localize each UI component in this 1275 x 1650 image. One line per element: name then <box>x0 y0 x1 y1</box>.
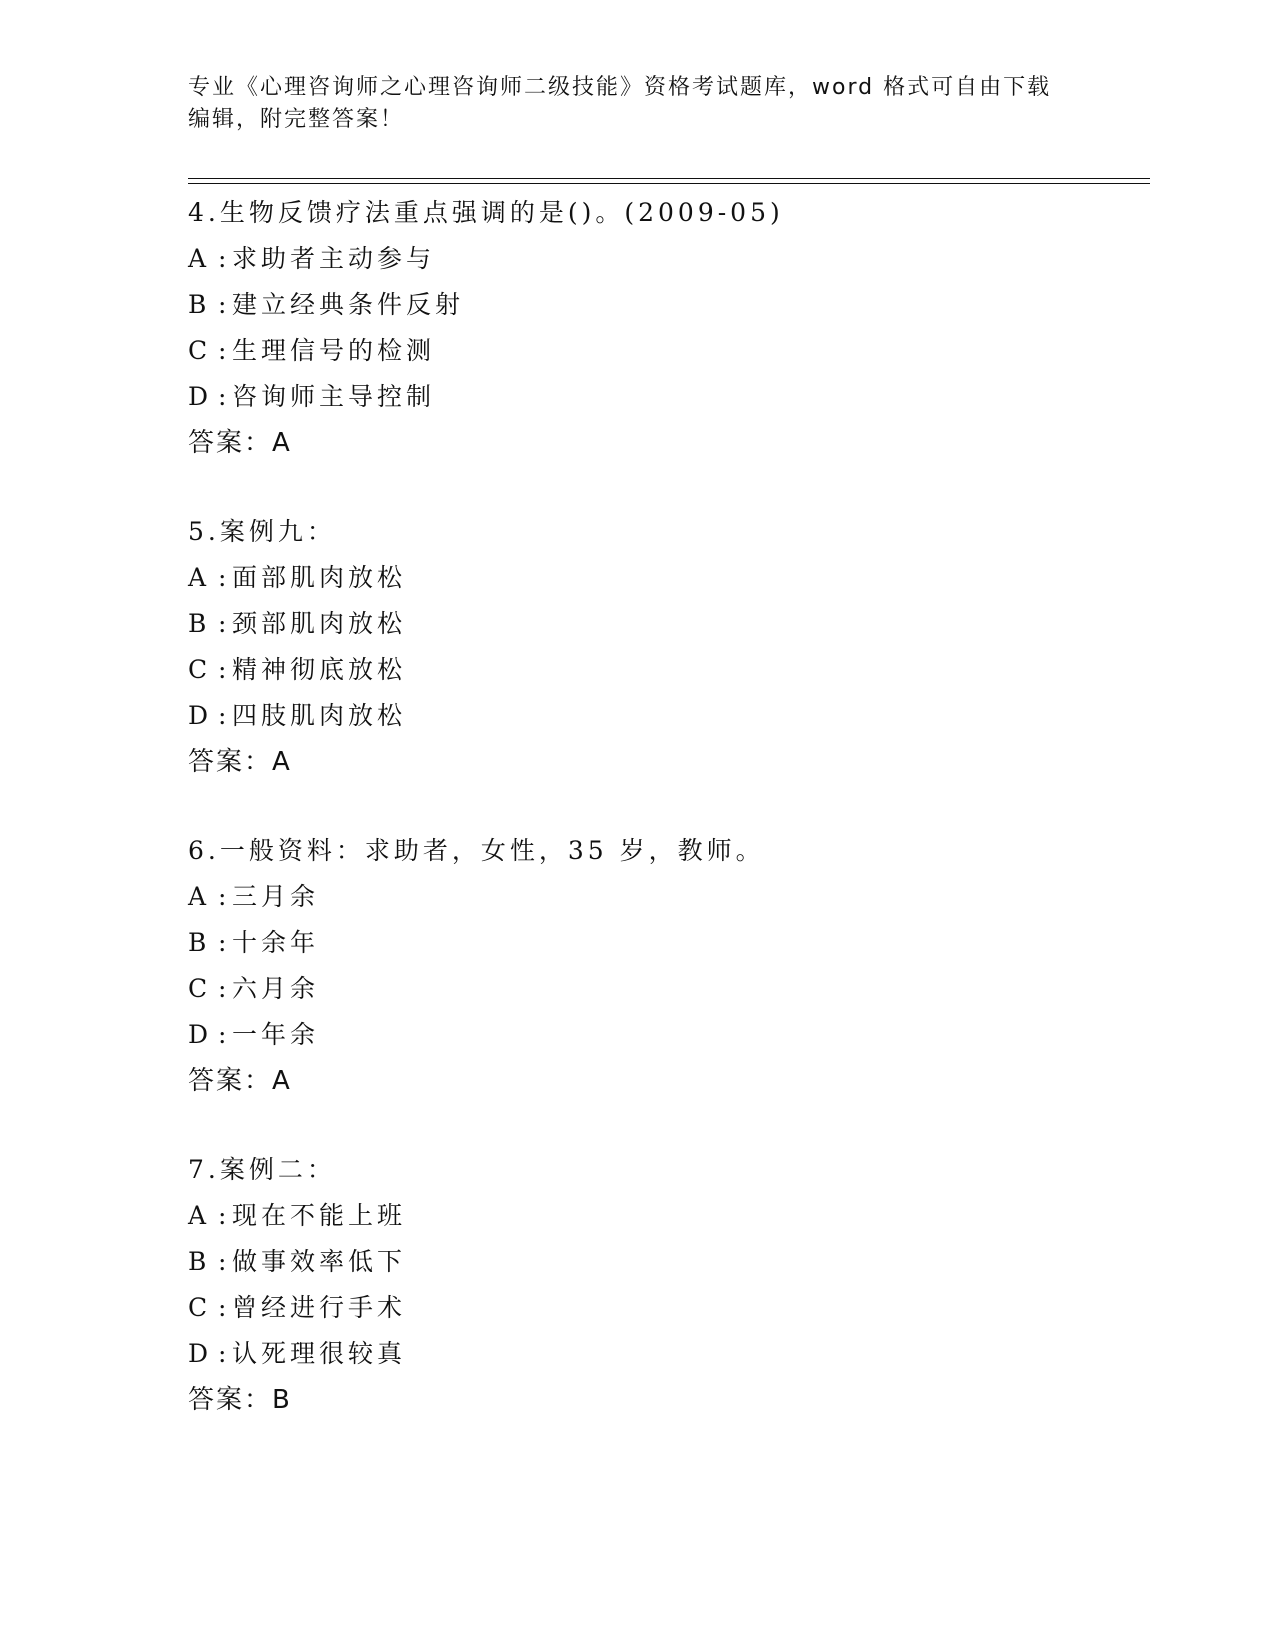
header-divider-top <box>188 178 1150 179</box>
option-d <box>188 1012 1148 1058</box>
option-letter: D <box>188 1339 209 1368</box>
option-separator: : <box>218 1020 227 1049</box>
answer-line <box>188 739 1148 785</box>
option-letter: A <box>188 244 207 273</box>
option-separator: : <box>218 609 227 638</box>
option-letter: A <box>188 563 207 592</box>
question-title: 4.生物反馈疗法重点强调的是()。(2009-05) <box>188 198 784 227</box>
question-4 <box>188 190 1148 466</box>
header-divider-bottom <box>188 183 1150 184</box>
option-separator: : <box>218 701 227 730</box>
option-letter: B <box>188 609 207 638</box>
option-d <box>188 693 1148 739</box>
option-text: 一年余 <box>232 1020 320 1049</box>
option-text: 咨询师主导控制 <box>232 382 436 411</box>
option-separator: : <box>218 382 227 411</box>
option-separator: : <box>218 974 227 1003</box>
option-text: 曾经进行手术 <box>232 1293 407 1322</box>
answer-line <box>188 1377 1148 1423</box>
question-title: 7.案例二： <box>188 1155 336 1184</box>
option-letter: D <box>188 1020 209 1049</box>
option-separator: : <box>218 244 227 273</box>
option-text: 建立经典条件反射 <box>232 290 465 319</box>
option-c <box>188 1285 1148 1331</box>
option-letter: C <box>188 336 208 365</box>
option-a <box>188 1193 1148 1239</box>
option-b <box>188 282 1148 328</box>
option-c <box>188 966 1148 1012</box>
option-text: 精神彻底放松 <box>232 655 407 684</box>
question-title: 6.一般资料：求助者，女性，35 岁，教师。 <box>188 836 765 865</box>
option-letter: D <box>188 382 209 411</box>
option-letter: A <box>188 1201 207 1230</box>
option-d <box>188 374 1148 420</box>
question-7 <box>188 1147 1148 1423</box>
option-letter: B <box>188 290 207 319</box>
option-text: 求助者主动参与 <box>232 244 436 273</box>
option-text: 生理信号的检测 <box>232 336 436 365</box>
option-text: 三月余 <box>232 882 320 911</box>
question-6 <box>188 828 1148 1104</box>
answer-line <box>188 1058 1148 1104</box>
option-separator: : <box>218 290 227 319</box>
option-separator: : <box>218 1293 227 1322</box>
document-header <box>188 72 1068 136</box>
option-letter: C <box>188 1293 208 1322</box>
option-text: 认死理很较真 <box>232 1339 407 1368</box>
answer-label: 答案： <box>188 1385 273 1415</box>
option-separator: : <box>218 1247 227 1276</box>
answer-label: 答案： <box>188 1066 273 1096</box>
option-a <box>188 874 1148 920</box>
answer-value: A <box>272 747 292 777</box>
answer-label: 答案： <box>188 747 273 777</box>
header-line-2: 编辑，附完整答案！ <box>188 107 405 132</box>
header-line-1: 专业《心理咨询师之心理咨询师二级技能》资格考试题库，word 格式可自由下载 <box>188 75 1052 100</box>
option-a <box>188 555 1148 601</box>
answer-value: B <box>272 1385 292 1415</box>
option-separator: : <box>218 336 227 365</box>
option-separator: : <box>218 563 227 592</box>
option-d <box>188 1331 1148 1377</box>
option-b <box>188 601 1148 647</box>
option-separator: : <box>218 928 227 957</box>
answer-value: A <box>272 428 292 458</box>
option-text: 现在不能上班 <box>232 1201 407 1230</box>
option-separator: : <box>218 882 227 911</box>
answer-line <box>188 420 1148 466</box>
option-b <box>188 1239 1148 1285</box>
question-title: 5.案例九： <box>188 517 336 546</box>
option-letter: B <box>188 928 207 957</box>
option-text: 六月余 <box>232 974 320 1003</box>
option-text: 十余年 <box>232 928 320 957</box>
option-separator: : <box>218 1339 227 1368</box>
question-list <box>188 190 1148 1466</box>
option-letter: B <box>188 1247 207 1276</box>
option-letter: D <box>188 701 209 730</box>
option-c <box>188 647 1148 693</box>
option-text: 四肢肌肉放松 <box>232 701 407 730</box>
option-letter: C <box>188 974 208 1003</box>
option-text: 面部肌肉放松 <box>232 563 407 592</box>
answer-label: 答案： <box>188 428 273 458</box>
option-separator: : <box>218 1201 227 1230</box>
option-text: 颈部肌肉放松 <box>232 609 407 638</box>
question-5 <box>188 509 1148 785</box>
option-b <box>188 920 1148 966</box>
option-letter: A <box>188 882 207 911</box>
option-a <box>188 236 1148 282</box>
answer-value: A <box>272 1066 292 1096</box>
option-text: 做事效率低下 <box>232 1247 407 1276</box>
option-separator: : <box>218 655 227 684</box>
option-letter: C <box>188 655 208 684</box>
option-c <box>188 328 1148 374</box>
